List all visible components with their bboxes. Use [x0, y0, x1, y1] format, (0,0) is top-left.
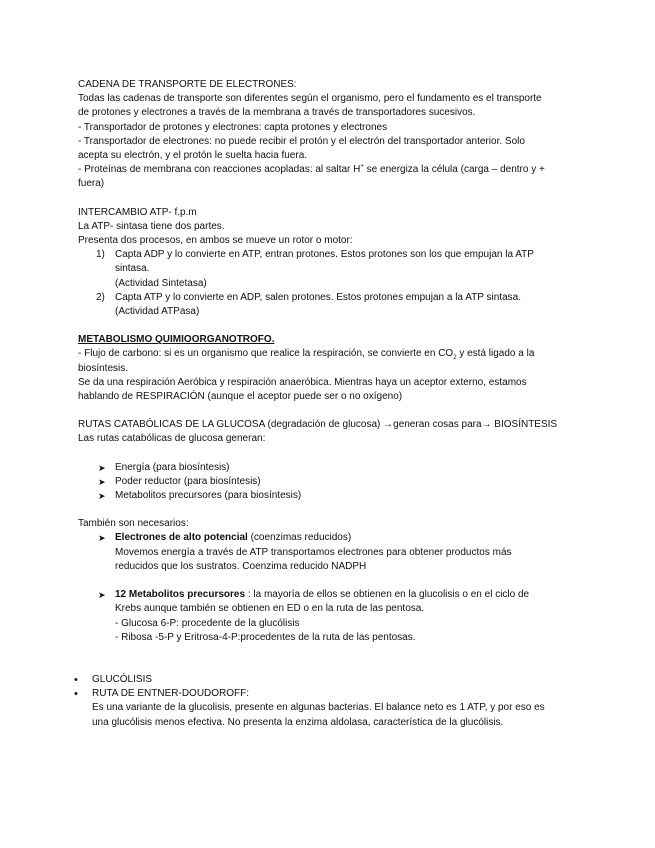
arrow-list-item [78, 588, 588, 602]
item-text: Energía (para biosíntesis) [115, 461, 230, 473]
item-text: Metabolitos precursores (para biosíntesis) [115, 490, 302, 502]
text-fragment: se energiza la célula (carga – dentro y + [363, 164, 545, 176]
bold-term: 12 Metabolitos precursores [115, 589, 246, 601]
bullet-dot-icon: • [74, 688, 78, 701]
heading-metabolismo: METABOLISMO QUIMIOORGANOTROFO. [78, 334, 275, 346]
heading-rutas: RUTAS CATABÓLICAS DE LA GLUCOSA (degradación de glucosa) →generan cosas para→ BIOSÍNTESIS [78, 419, 558, 431]
section-cadena-transporte [78, 78, 588, 192]
item-number: 1) [96, 249, 105, 261]
arrow-list-item [78, 475, 588, 489]
text-line: Las rutas catabólicas de glucosa generan: [78, 433, 266, 445]
superscript-plus: + [360, 163, 364, 170]
arrow-bullet-icon: ➤ [98, 533, 106, 544]
bullet-list-item [74, 673, 588, 687]
item-text: (coenzimas reducidos) [247, 532, 352, 544]
text-line: - Transportador de protones y electrones: capta protones y electrones [78, 121, 388, 133]
item-text: Poder reductor (para biosíntesis) [115, 475, 261, 487]
section-necesarios [78, 517, 588, 645]
item-text: Movemos energía a través de ATP transportamos electrones para obtener productos más [115, 546, 512, 558]
item-text: GLUCÓLISIS [92, 673, 153, 685]
text-line: fuera) [78, 178, 105, 190]
text-line: hablando de RESPIRACIÓN (aunque el aceptor puede ser o no oxígeno) [78, 391, 403, 403]
item-text: : la mayoría de ellos se obtienen en la glucolisis o en el ciclo de [245, 589, 530, 601]
item-text: Es una variante de la glucolisis, presente en algunas bacterias. El balance neto es 1 ATP, y por eso es [92, 702, 545, 714]
bullet-dot-icon: • [74, 673, 78, 686]
section-intercambio-atp [78, 206, 588, 320]
item-text: Capta ADP y lo convierte en ATP, entran protones. Estos protones son los que empujan la ATP [115, 249, 534, 261]
arrow-bullet-icon: ➤ [98, 491, 106, 502]
text-fragment: y está ligado a la [456, 348, 535, 360]
item-text: (Actividad ATPasa) [115, 306, 200, 318]
bullet-list-item [74, 687, 588, 701]
section-bullets [74, 673, 588, 730]
text-line: Todas las cadenas de transporte son diferentes según el organismo, pero el fundamento es el transporte [78, 93, 542, 105]
numbered-item [78, 291, 588, 319]
section-rutas-catabolicas [78, 418, 588, 503]
document-body [74, 78, 588, 730]
text-fragment: - Flujo de carbono: si es un organismo que realice la respiración, se convierte en CO [78, 348, 454, 360]
text-line [78, 347, 588, 361]
item-text: una glucólisis menos efectiva. No presenta la enzima aldolasa, característica de la glucólisis. [92, 716, 504, 728]
subscript-two: 2 [453, 355, 457, 362]
heading-cadena: CADENA DE TRANSPORTE DE ELECTRONES: [78, 79, 297, 90]
item-text: reducidos que los sustratos. Coenzima reducido NADPH [115, 560, 367, 572]
item-text: - Glucosa 6-P: procedente de la glucólisis [115, 617, 300, 629]
item-text: - Ribosa -5-P y Eritrosa-4-P:procedentes de la ruta de las pentosas. [115, 631, 416, 643]
text-fragment: - Proteínas de membrana con reacciones acopladas: al saltar H [78, 164, 361, 176]
item-text: Capta ATP y lo convierte en ADP, salen protones. Estos protones empujan a la ATP sintasa. [115, 291, 521, 303]
heading-intercambio: INTERCAMBIO ATP- f.p.m [78, 206, 197, 218]
text-line: Se da una respiración Aeróbica y respiración anaeróbica. Mientras haya un aceptor externo, estamos [78, 376, 527, 388]
item-number: 2) [96, 291, 105, 303]
item-text: sintasa. [115, 263, 150, 275]
numbered-item [78, 248, 588, 291]
arrow-bullet-icon: ➤ [98, 590, 106, 601]
arrow-bullet-icon: ➤ [98, 462, 106, 473]
text-line [78, 163, 588, 177]
item-text: RUTA DE ENTNER-DOUDOROFF: [92, 688, 250, 700]
bold-term: Electrones de alto potencial [115, 532, 248, 544]
section-metabolismo [78, 333, 588, 404]
text-line: - Transportador de electrones: no puede recibir el protón y el electrón del transportador anterior. Solo [78, 135, 525, 147]
arrow-list-item [78, 531, 588, 545]
arrow-list-item [78, 489, 588, 503]
arrow-bullet-icon: ➤ [98, 476, 106, 487]
arrow-list-item [78, 461, 588, 475]
text-line: de protones y electrones a través de la membrana a través de transportadores sucesivos. [78, 107, 476, 119]
text-line: También son necesarios: [78, 518, 189, 530]
text-line: Presenta dos procesos, en ambos se mueve un rotor o motor: [78, 235, 353, 247]
item-text: Krebs aunque también se obtienen en ED o en la ruta de las pentosa. [115, 603, 425, 615]
item-text: (Actividad Sintetasa) [115, 277, 207, 289]
text-line: La ATP- sintasa tiene dos partes. [78, 220, 225, 232]
text-line: biosíntesis. [78, 362, 129, 374]
text-line: acepta su electrón, y el protón le suelta hacia fuera. [78, 150, 308, 162]
